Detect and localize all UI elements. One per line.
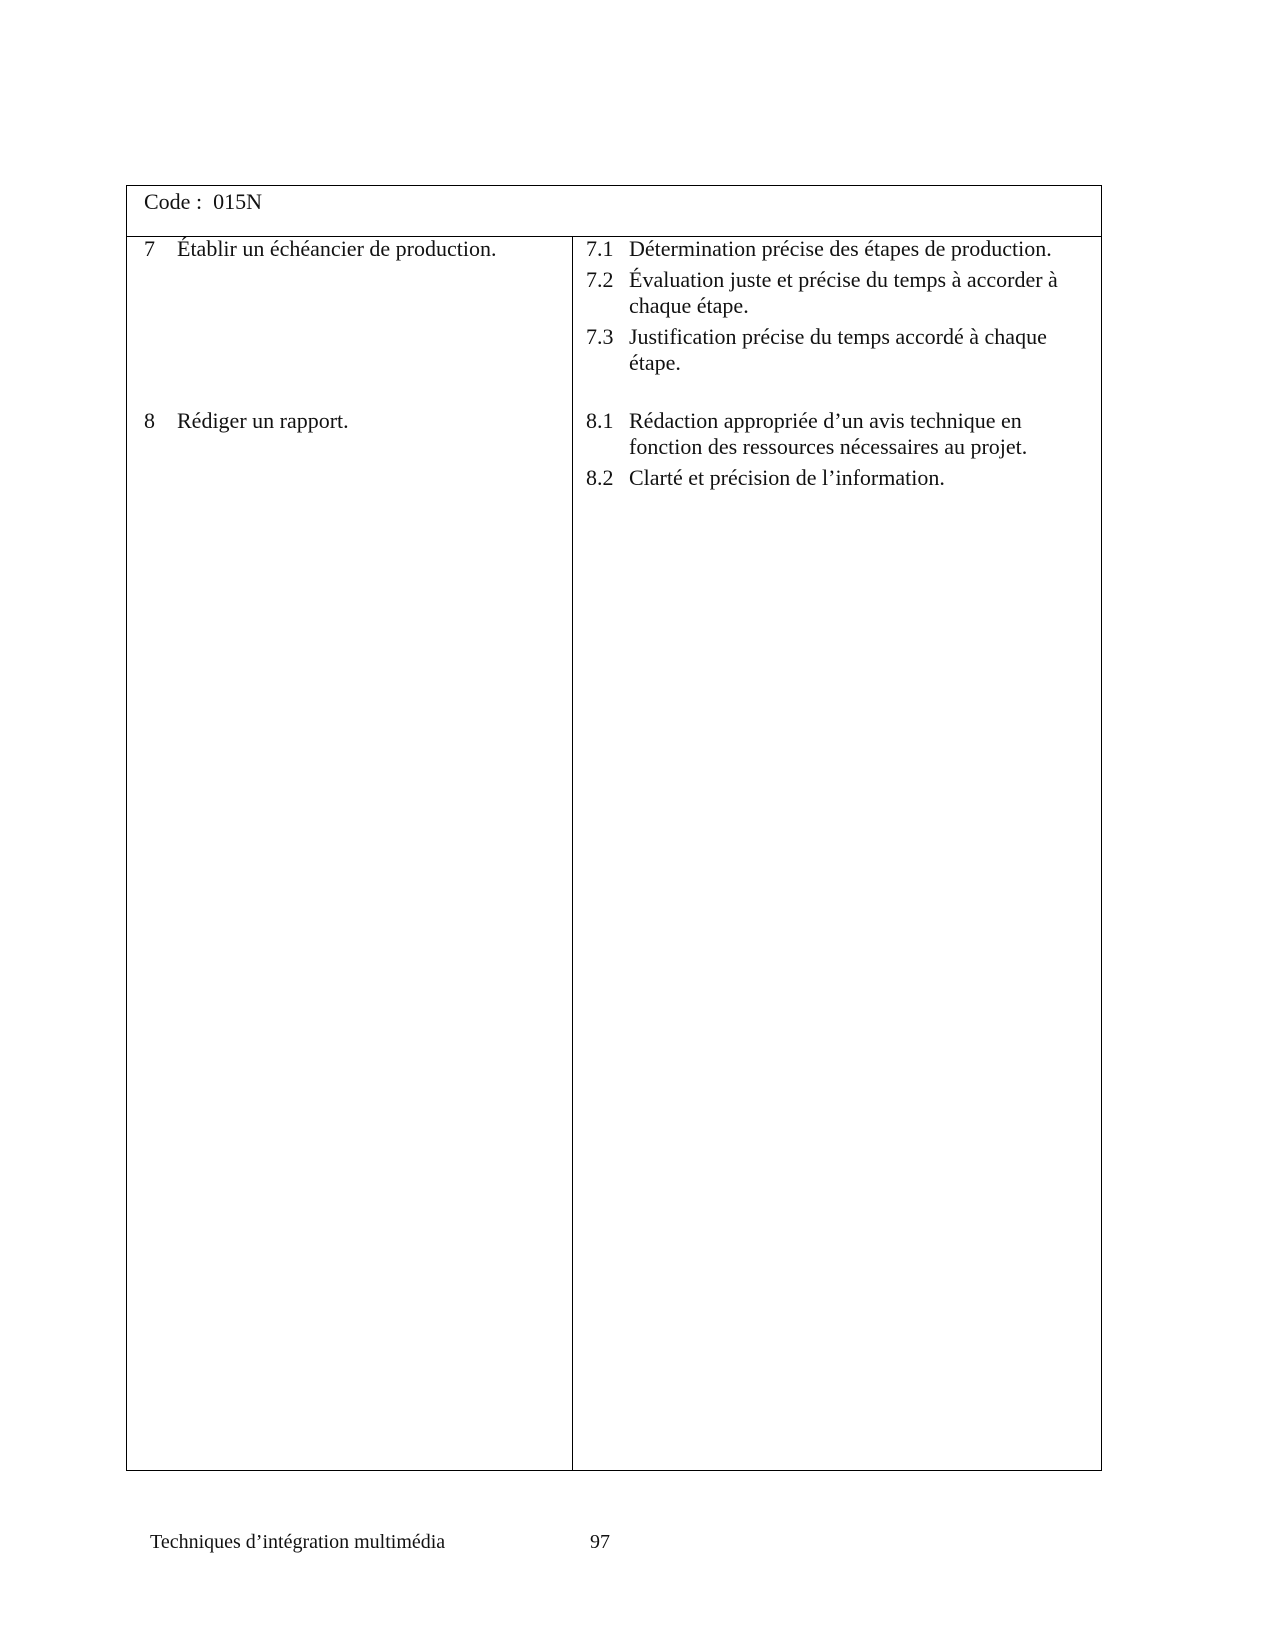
criterion-item [586, 324, 1086, 376]
competency-number: 8 [144, 408, 155, 433]
competency-text: Rédiger un rapport. [177, 408, 349, 433]
competency-text: Établir un échéancier de production. [177, 236, 497, 261]
criterion-text: Évaluation juste et précise du temps à accorder à chaque étape. [629, 267, 1058, 318]
page-number: 97 [590, 1531, 610, 1553]
criterion-text: Rédaction appropriée d’un avis technique en fonction des ressources nécessaires au projet. [629, 408, 1028, 459]
competency-item [144, 236, 496, 262]
criterion-text: Clarté et précision de l’information. [629, 465, 945, 490]
column-divider [572, 236, 573, 1470]
code-row [127, 186, 1101, 237]
criterion-item [586, 236, 1086, 262]
competency-table [126, 185, 1102, 1471]
criterion-text: Détermination précise des étapes de production. [629, 236, 1052, 261]
criterion-item [586, 408, 1086, 460]
criterion-number: 7.1 [586, 236, 614, 261]
criterion-item [586, 267, 1086, 319]
competency-item [144, 408, 349, 434]
footer-title: Techniques d’intégration multimédia [150, 1531, 446, 1553]
code-label: Code : [144, 189, 203, 214]
criterion-text: Justification précise du temps accordé à chaque étape. [629, 324, 1047, 375]
criterion-number: 8.2 [586, 465, 614, 490]
code-label-line [144, 189, 262, 215]
criterion-item [586, 465, 1086, 491]
criterion-number: 8.1 [586, 408, 614, 433]
criterion-number: 7.3 [586, 324, 614, 349]
competency-number: 7 [144, 236, 155, 261]
code-value: 015N [213, 189, 262, 214]
criterion-number: 7.2 [586, 267, 614, 292]
